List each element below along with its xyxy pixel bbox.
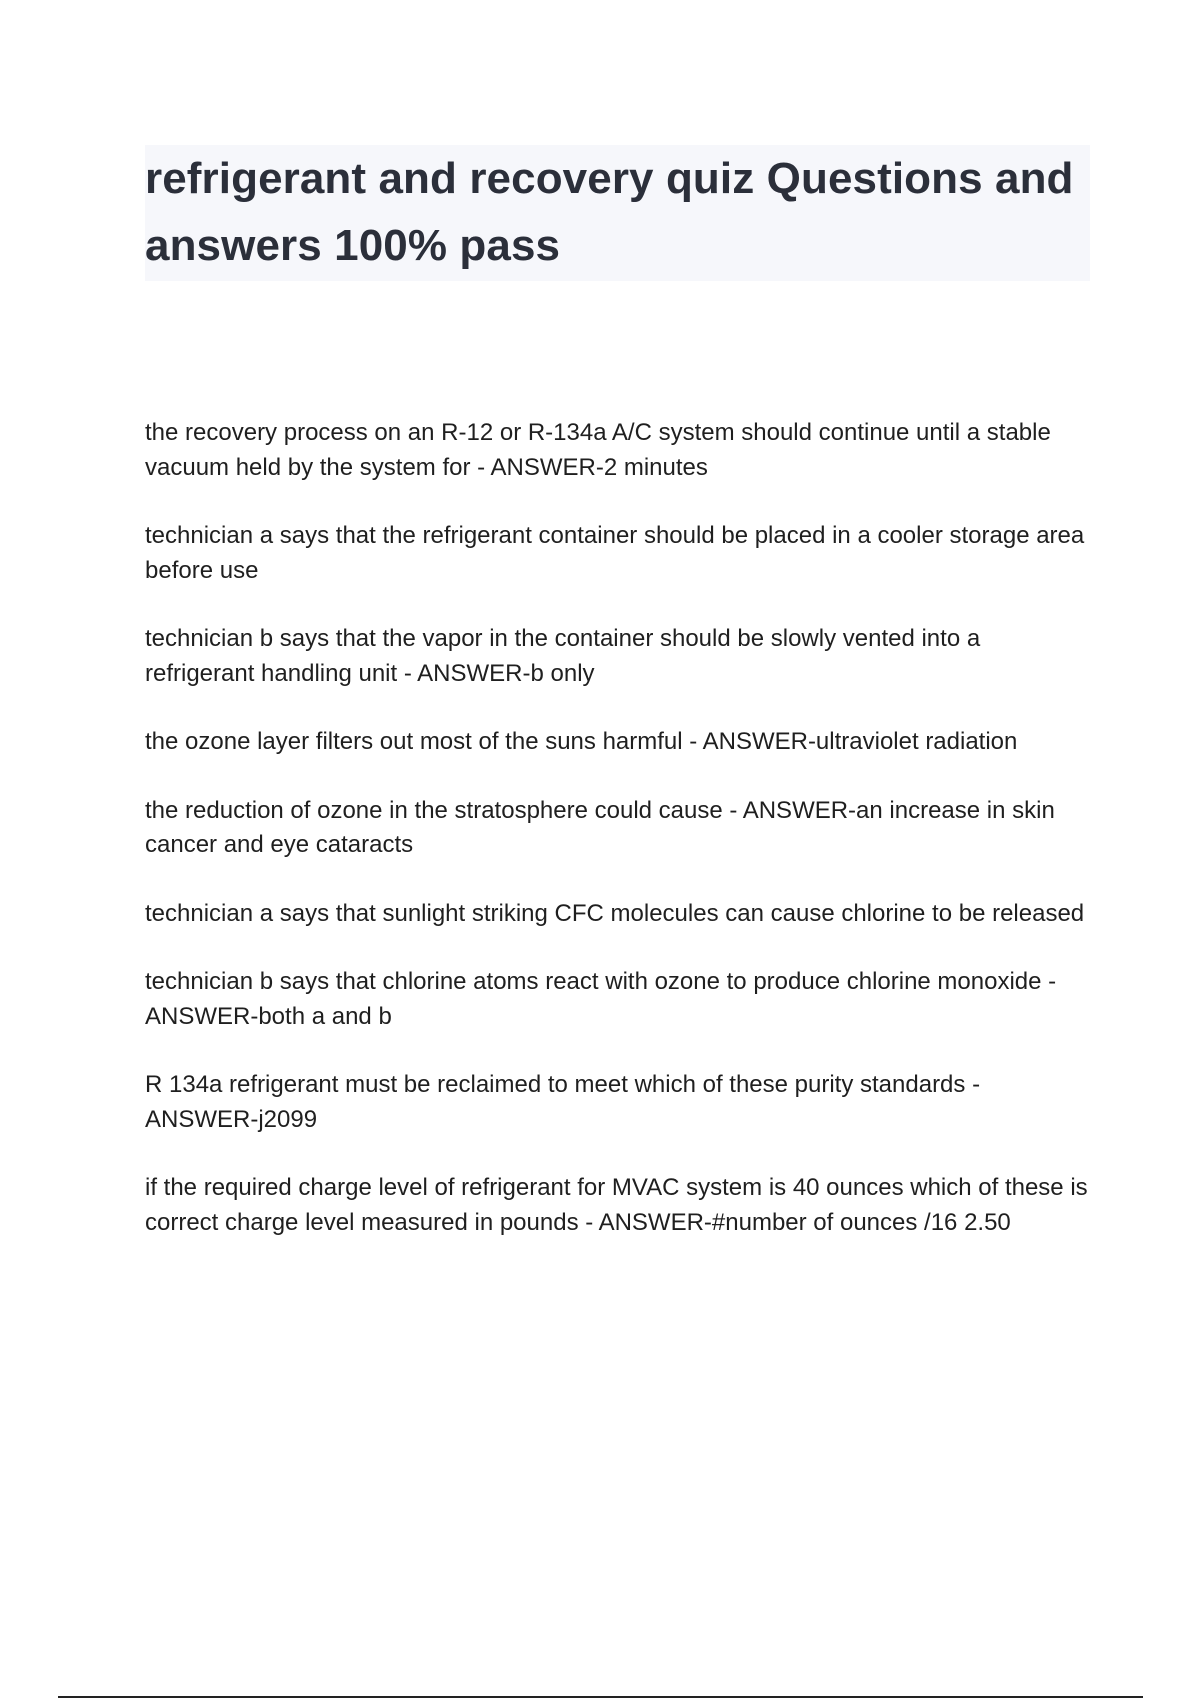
qa-item: technician b says that chlorine atoms react with ozone to produce chlorine monoxide - ANSWER-both a and b xyxy=(145,968,1057,1030)
qa-item: if the required charge level of refrigerant for MVAC system is 40 ounces which of these is correct charge level measured in pounds - ANSWER-#number of ounces /16 2.50 xyxy=(145,1174,1088,1236)
qa-item: the reduction of ozone in the stratosphere could cause - ANSWER-an increase in skin cancer and eye cataracts xyxy=(145,796,1055,858)
qa-item: technician b says that the vapor in the container should be slowly vented into a refrigerant handling unit - ANSWER-b only xyxy=(145,625,981,687)
qa-item: the ozone layer filters out most of the suns harmful - ANSWER-ultraviolet radiation xyxy=(145,728,1018,755)
document-title: refrigerant and recovery quiz Questions and answers 100% pass xyxy=(145,154,1074,270)
qa-item: R 134a refrigerant must be reclaimed to meet which of these purity standards - ANSWER-j2099 xyxy=(145,1071,981,1133)
qa-item: technician a says that sunlight striking CFC molecules can cause chlorine to be released xyxy=(145,899,1085,927)
title-block xyxy=(145,145,1090,281)
qa-item: the recovery process on an R-12 or R-134a A/C system should continue until a stable vacuum held by the system for - ANSWER-2 minutes xyxy=(145,419,1051,481)
qa-item: technician a says that the refrigerant container should be placed in a cooler storage area before use xyxy=(145,522,1085,584)
qa-list xyxy=(145,416,1090,1274)
footer-divider xyxy=(58,1696,1143,1698)
